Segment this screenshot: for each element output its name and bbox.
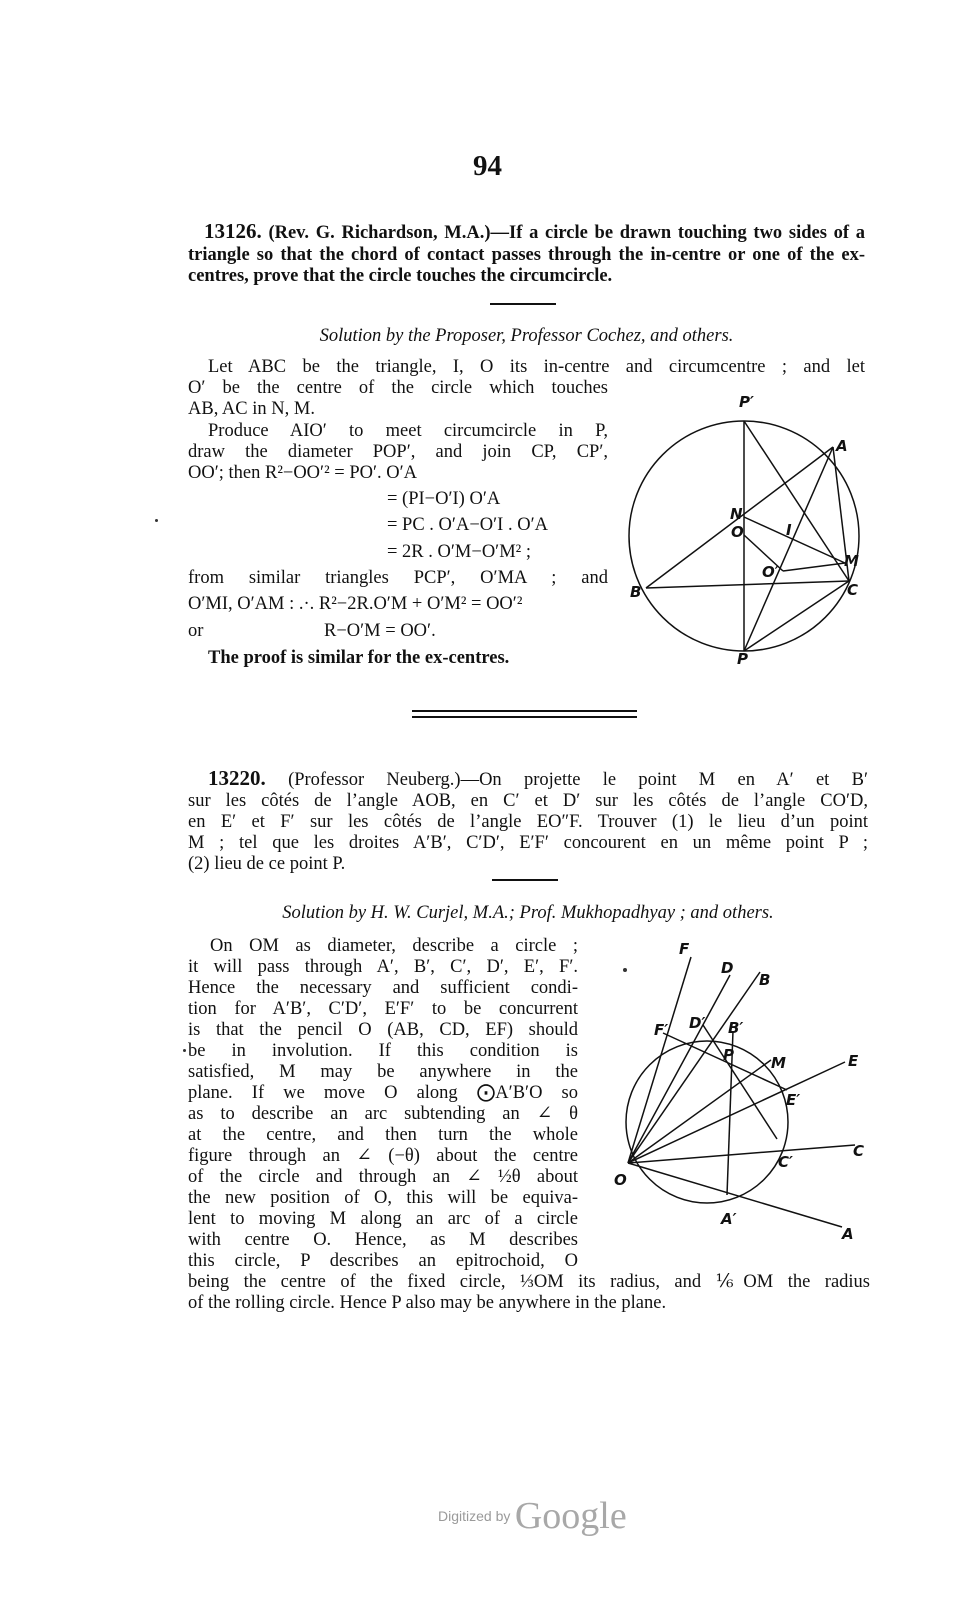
q1-rule: [490, 303, 556, 305]
q2-statement-4: (2) lieu de ce point P.: [188, 854, 346, 874]
q1-line-2: AB, AC in N, M.: [188, 399, 315, 419]
q1-statement: [188, 221, 865, 288]
q1-side-bc: [646, 581, 849, 588]
q1-line-10: O′MI, O′AM : .·. R²−2R.O′M + O′M² = OO′²: [188, 594, 523, 614]
q1-author: (Rev. G. Richardson, M.A.): [268, 223, 491, 243]
q2-label-a: A: [842, 1225, 854, 1243]
q2-line-5: be in involution. If this condition is: [188, 1041, 578, 1061]
q1-label-p1: P′: [739, 393, 754, 411]
q1-label-o1: O′: [762, 563, 779, 581]
q1-line-5: OO′; then R²−OO′² = PO′. O′A: [188, 463, 418, 483]
separator-top: [412, 710, 637, 712]
q1-line-9: from similar triangles PCP′, O′MA ; and: [188, 568, 608, 588]
q1-label-p: P: [737, 650, 748, 668]
google-logo: Google: [514, 1495, 627, 1537]
q1-line-ap: [744, 447, 833, 651]
q2-ray-of: [628, 957, 691, 1163]
q2-line-3: tion for A′B′, C′D′, E′F′ to be concurrent: [188, 999, 578, 1019]
q2-label-c1: C′: [778, 1153, 793, 1171]
q2-line-9: at the centre, and then turn the whole: [188, 1125, 578, 1145]
q2-statement-3: M ; tel que les droites A′B′, C′D′, E′F′ concourent en un même point P ;: [188, 833, 868, 853]
q2-statement-1: sur les côtés de l’angle AOB, en C′ et D′ sur les côtés de l’angle CO′D,: [188, 791, 868, 811]
q2-line-11: of the circle and through an ∠ ½θ about: [188, 1167, 578, 1187]
q2-line-om: [628, 1060, 771, 1163]
q2-label-b1: B′: [728, 1019, 744, 1037]
print-speck: [623, 968, 627, 972]
digitized-label: Digitized by: [438, 1508, 511, 1524]
q1-figure: [620, 385, 880, 675]
q1-label-o: O: [731, 523, 744, 541]
q2-line-13: lent to moving M along an arc of a circle: [188, 1209, 578, 1229]
q2-line-16: being the centre of the fixed circle, ⅓OM its radius, and ⅙OM the radius: [188, 1272, 870, 1292]
q2-figure: [605, 935, 875, 1255]
q2-label-b: B: [759, 971, 771, 989]
q1-line-12: R−O′M = OO′.: [324, 621, 436, 641]
q1-line-8: = 2R . O′M−O′M² ;: [387, 542, 531, 562]
q2-solution-by: Solution by H. W. Curjel, M.A.; Prof. Mukhopadhyay ; and others.: [282, 903, 774, 923]
q1-line-1: O′ be the centre of the circle which touches: [188, 378, 608, 398]
q2-statement-0: —On projette le point M en A′ et B′: [460, 770, 869, 790]
q2-line-d1c1: [703, 1025, 777, 1139]
q1-line-7: = PC . O′A−O′I . O′A: [387, 515, 548, 535]
q2-line-8: as to describe an arc subtending an ∠ θ: [188, 1104, 578, 1124]
q2-line-0: On OM as diameter, describe a circle ;: [210, 936, 578, 956]
q1-label-b: B: [630, 583, 642, 601]
q2-label-a1: A′: [721, 1210, 737, 1228]
print-speck: [155, 519, 158, 522]
q2-label-m: M: [771, 1054, 786, 1072]
q2-line-7: plane. If we move O along ⨀A′B′O so: [188, 1083, 578, 1103]
q2-label-d1: D′: [689, 1014, 706, 1032]
q1-label-i: I: [786, 521, 792, 539]
q2-line-first: [208, 768, 868, 792]
q1-line-11: or: [188, 621, 204, 641]
q2-label-f: F: [679, 940, 690, 958]
q2-ray-od: [628, 975, 730, 1163]
q2-line-6: satisfied, M may be anywhere in the: [188, 1062, 578, 1082]
q2-rule: [492, 879, 558, 881]
q1-line-13: The proof is similar for the ex-centres.: [208, 648, 510, 668]
q2-label-e1: E′: [786, 1091, 801, 1109]
q2-label-o: O: [614, 1171, 627, 1189]
q2-line-2: Hence the necessary and sufficient condi-: [188, 978, 578, 998]
q2-label-e: E: [848, 1052, 859, 1070]
q2-line-17: of the rolling circle. Hence P also may be anywhere in the plane.: [188, 1293, 667, 1313]
page-number: 94: [473, 150, 502, 182]
q2-author: (Professor Neuberg.): [288, 770, 461, 790]
q1-label-c: C: [847, 581, 859, 599]
q1-label-n: N: [730, 505, 743, 523]
q1-number: 13126.: [204, 219, 262, 243]
print-speck: [183, 1049, 186, 1052]
separator-bottom: [412, 716, 637, 718]
q2-label-c: C: [853, 1142, 865, 1160]
q1-line-6: = (PI−O′I) O′A: [387, 489, 501, 509]
q2-line-1: it will pass through A′, B′, C′, D′, E′, F′.: [188, 957, 578, 977]
q2-line-10: figure through an ∠ (−θ) about the centre: [188, 1146, 578, 1166]
q2-line-4: is that the pencil O (AB, CD, EF) should: [188, 1020, 578, 1040]
q2-label-f1: F′: [654, 1021, 669, 1039]
q2-line-15: this circle, P describes an epitrochoid, O: [188, 1251, 578, 1271]
q1-statement-text: —If a circle be drawn touching two sides of a triangle so that the chord of contact passes through the in-centre or one of the ex-centres, prove that the circle touches the circumcircle.: [188, 223, 865, 286]
q2-number: 13220.: [208, 766, 266, 790]
digitized-by-footer: [438, 1494, 627, 1536]
q1-line-o1m: [783, 563, 845, 571]
q2-label-p: P: [723, 1046, 734, 1064]
q2-label-d: D: [721, 959, 734, 977]
q1-line-4: draw the diameter POP′, and join CP, CP′,: [188, 442, 608, 462]
q1-chord-nm: [744, 517, 845, 563]
q2-line-14: with centre O. Hence, as M describes: [188, 1230, 578, 1250]
q1-line-3: Produce AIO′ to meet circumcircle in P,: [208, 421, 608, 441]
q2-statement-2: en E′ et F′ sur les côtés de l’angle EO″F. Trouver (1) le lieu d’un point: [188, 812, 868, 832]
q1-line-0: Let ABC be the triangle, I, O its in-centre and circumcentre ; and let: [208, 357, 865, 377]
q2-line-12: the new position of O, this will be equiva-: [188, 1188, 578, 1208]
q1-label-m: M: [844, 552, 859, 570]
q1-solution-by: Solution by the Proposer, Professor Cochez, and others.: [319, 326, 734, 346]
q1-label-a: A: [836, 437, 848, 455]
